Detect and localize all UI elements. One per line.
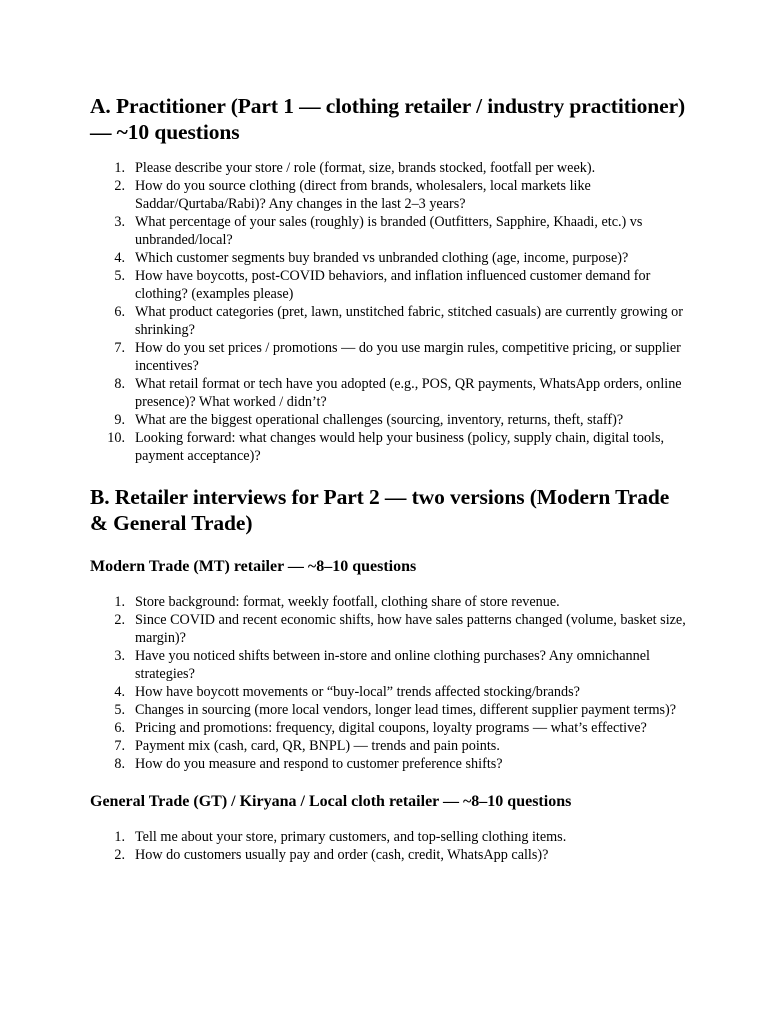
question-text: How have boycott movements or “buy-local” trends affected stocking/brands?	[135, 684, 580, 700]
list-item	[90, 701, 690, 719]
list-number: 5.	[114, 268, 125, 284]
question-text: Looking forward: what changes would help your business (policy, supply chain, digital tools, payment acceptance)?	[135, 430, 665, 464]
question-text: Pricing and promotions: frequency, digital coupons, loyalty programs — what’s effective?	[135, 720, 647, 736]
list-number: 10.	[107, 430, 125, 446]
modern-trade-question-list	[90, 593, 690, 773]
list-number: 6.	[114, 304, 125, 320]
list-number: 3.	[114, 214, 125, 230]
question-text: How do you measure and respond to customer preference shifts?	[135, 756, 503, 772]
question-text: What percentage of your sales (roughly) is branded (Outfitters, Sapphire, Khaadi, etc.) vs unbranded/local?	[135, 214, 643, 248]
list-item	[90, 213, 690, 249]
list-number: 7.	[114, 340, 125, 356]
list-item	[90, 611, 690, 647]
list-item	[90, 683, 690, 701]
list-item	[90, 177, 690, 213]
question-text: What product categories (pret, lawn, unstitched fabric, stitched casuals) are currently growing or shrinking?	[135, 304, 683, 338]
question-text: How have boycotts, post-COVID behaviors, and inflation influenced customer demand for clothing? (examples please)	[135, 268, 651, 302]
question-text: Since COVID and recent economic shifts, how have sales patterns changed (volume, basket size, margin)?	[135, 612, 686, 646]
question-text: How do you set prices / promotions — do you use margin rules, competitive pricing, or supplier incentives?	[135, 340, 681, 374]
question-text: How do customers usually pay and order (cash, credit, WhatsApp calls)?	[135, 847, 549, 863]
list-number: 5.	[114, 702, 125, 718]
list-number: 7.	[114, 738, 125, 754]
list-item	[90, 828, 690, 846]
list-number: 1.	[114, 160, 125, 176]
list-item	[90, 755, 690, 773]
list-number: 6.	[114, 720, 125, 736]
general-trade-subheading: General Trade (GT) / Kiryana / Local cloth retailer — ~8–10 questions	[90, 793, 572, 810]
list-item	[90, 846, 690, 864]
list-item	[90, 267, 690, 303]
section-b-heading: B. Retailer interviews for Part 2 — two versions (Modern Trade & General Trade)	[90, 485, 670, 535]
list-item	[90, 593, 690, 611]
list-number: 2.	[114, 847, 125, 863]
list-item	[90, 719, 690, 737]
modern-trade-subheading: Modern Trade (MT) retailer — ~8–10 questions	[90, 558, 417, 575]
list-number: 8.	[114, 376, 125, 392]
list-number: 9.	[114, 412, 125, 428]
list-item	[90, 647, 690, 683]
question-text: Have you noticed shifts between in-store and online clothing purchases? Any omnichannel strategies?	[135, 648, 650, 682]
list-item	[90, 411, 690, 429]
question-text: Changes in sourcing (more local vendors, longer lead times, different supplier payment terms)?	[135, 702, 677, 718]
list-item	[90, 339, 690, 375]
section-a-question-list	[90, 159, 690, 465]
question-text: Store background: format, weekly footfall, clothing share of store revenue.	[135, 594, 560, 610]
list-number: 8.	[114, 756, 125, 772]
list-number: 1.	[114, 594, 125, 610]
list-number: 3.	[114, 648, 125, 664]
list-number: 4.	[114, 250, 125, 266]
list-number: 4.	[114, 684, 125, 700]
list-item	[90, 375, 690, 411]
question-text: What retail format or tech have you adopted (e.g., POS, QR payments, WhatsApp orders, online presence)? What worked / didn’t?	[135, 376, 682, 410]
question-text: Payment mix (cash, card, QR, BNPL) — trends and pain points.	[135, 738, 500, 754]
question-text: Which customer segments buy branded vs unbranded clothing (age, income, purpose)?	[135, 250, 629, 266]
document-page	[90, 93, 690, 864]
list-item	[90, 429, 690, 465]
question-text: Please describe your store / role (format, size, brands stocked, footfall per week).	[135, 160, 596, 176]
question-text: What are the biggest operational challenges (sourcing, inventory, returns, theft, staff)?	[135, 412, 624, 428]
general-trade-question-list	[90, 828, 690, 864]
section-a-heading: A. Practitioner (Part 1 — clothing retailer / industry practitioner) — ~10 questions	[90, 94, 686, 144]
question-text: How do you source clothing (direct from brands, wholesalers, local markets like Saddar/Qurtaba/Rabi)? Any changes in the last 2–3 years?	[135, 178, 591, 212]
list-number: 2.	[114, 178, 125, 194]
list-item	[90, 159, 690, 177]
list-item	[90, 737, 690, 755]
list-number: 2.	[114, 612, 125, 628]
list-number: 1.	[114, 829, 125, 845]
list-item	[90, 249, 690, 267]
question-text: Tell me about your store, primary customers, and top-selling clothing items.	[135, 829, 567, 845]
list-item	[90, 303, 690, 339]
